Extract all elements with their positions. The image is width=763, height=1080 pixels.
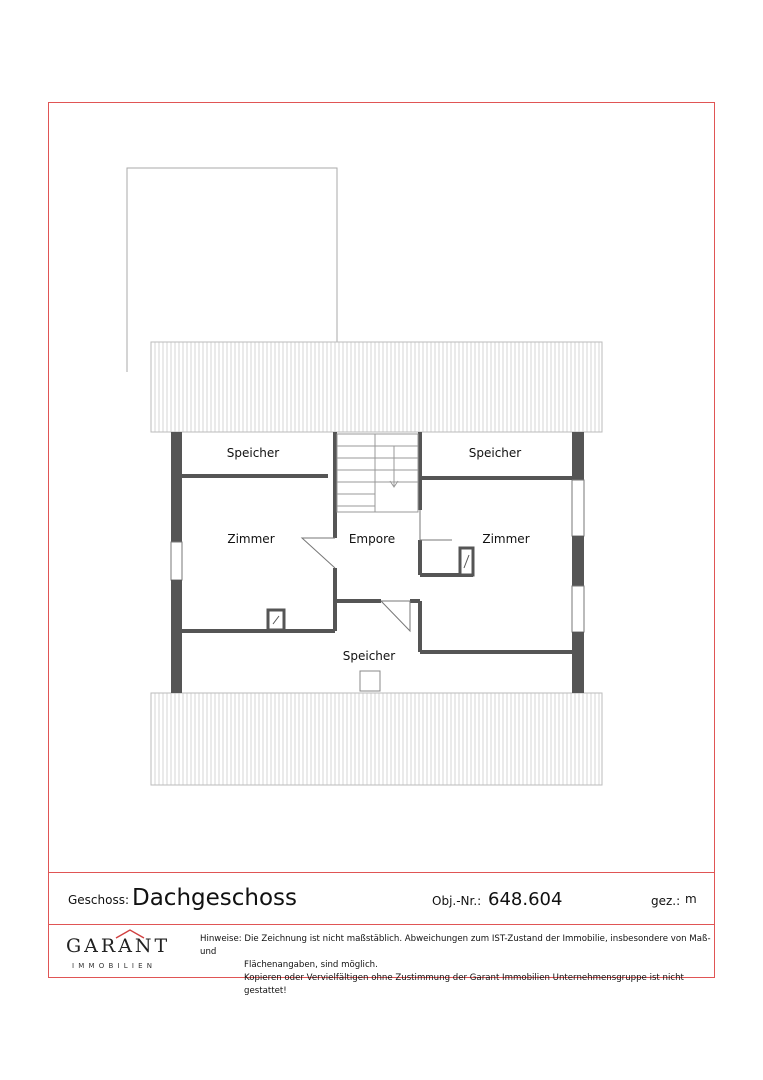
left-outer-wall-bottom — [171, 580, 182, 693]
gez-value: m — [685, 892, 697, 906]
roof-hatch-bottom — [155, 693, 599, 785]
room-empore: Empore — [348, 532, 396, 546]
geschoss-label: Geschoss: — [68, 893, 130, 907]
room-zimmer-left: Zimmer — [227, 532, 275, 546]
note-line-1: Die Zeichnung ist nicht maßstäblich. Abweichungen zum IST-Zustand der Immobilie, insbesondere von Maß- und — [200, 934, 711, 957]
right-outer-wall-2 — [572, 536, 584, 586]
footer — [48, 924, 715, 996]
right-window-2 — [572, 586, 584, 632]
notes — [200, 933, 712, 998]
left-window — [171, 542, 182, 580]
room-speicher-left: Speicher — [226, 446, 280, 460]
notes-label: Hinweise: — [200, 934, 242, 944]
door-swing-zimmer-left — [302, 538, 335, 568]
room-zimmer-right: Zimmer — [482, 532, 530, 546]
staircase — [337, 434, 418, 512]
dormer-outline — [127, 168, 337, 372]
left-outer-wall-top — [171, 432, 182, 542]
objnr-value: 648.604 — [488, 889, 563, 910]
roof-hatch-opening — [360, 671, 380, 691]
right-outer-wall-3 — [572, 632, 584, 693]
brand-logo: GARANT — [66, 935, 171, 957]
door-swing-zimmer-right — [420, 510, 452, 540]
note-line-2: Flächenangaben, sind möglich. — [244, 960, 378, 970]
roof-hatch-top — [155, 342, 599, 432]
right-outer-wall-1 — [572, 432, 584, 480]
brand-subtitle: IMMOBILIEN — [72, 962, 157, 970]
title-block — [48, 872, 715, 924]
gez-label: gez.: — [651, 894, 681, 908]
right-window-1 — [572, 480, 584, 536]
room-speicher-right: Speicher — [468, 446, 522, 460]
note-line-3: Kopieren oder Vervielfältigen ohne Zustimmung der Garant Immobilien Unternehmensgruppe ist nicht gestattet! — [244, 973, 684, 996]
room-speicher-bottom: Speicher — [342, 649, 396, 663]
geschoss-value: Dachgeschoss — [132, 885, 298, 911]
objnr-label: Obj.-Nr.: — [432, 894, 482, 908]
